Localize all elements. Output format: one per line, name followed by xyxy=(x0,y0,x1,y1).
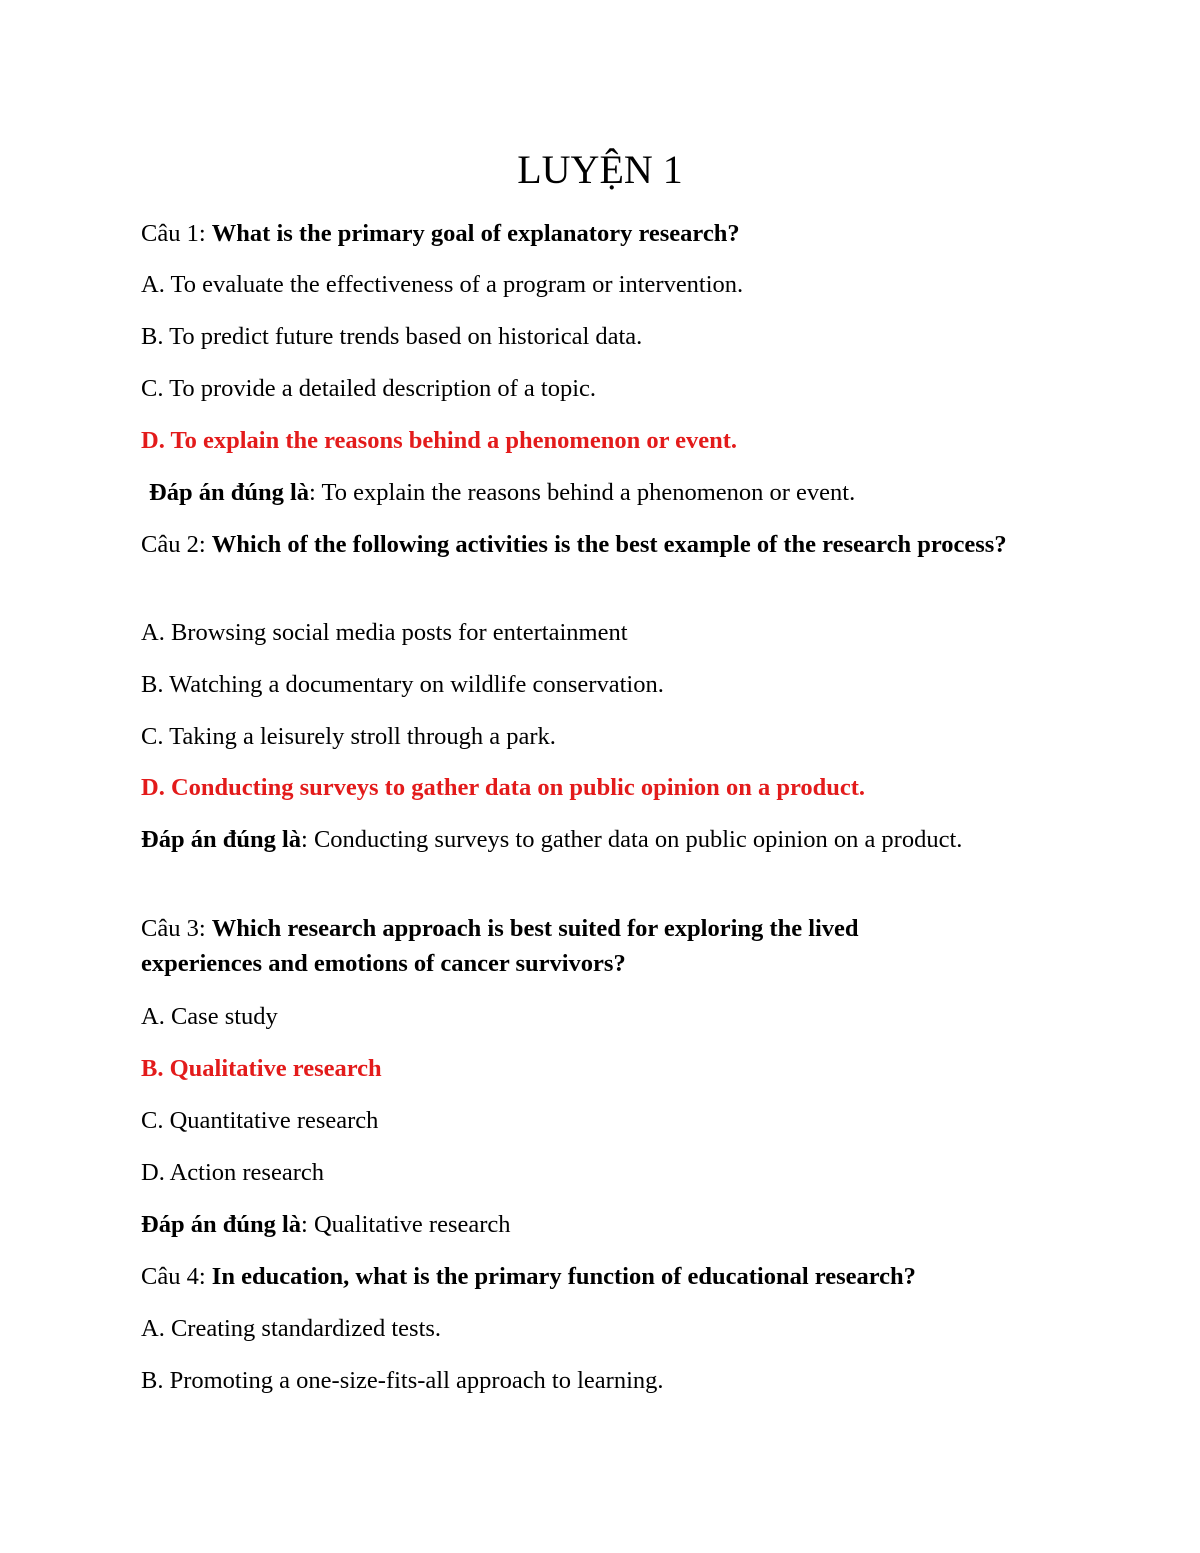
question-4-label: Câu 4: xyxy=(141,1263,206,1290)
question-3-option-b-correct: B. Qualitative research xyxy=(141,1055,382,1082)
question-2-answer-text: Conducting surveys to gather data on public opinion on a product. xyxy=(313,826,963,853)
question-4-option-a: A. Creating standardized tests. xyxy=(141,1315,442,1342)
answer-prefix: Đáp án đúng là xyxy=(149,479,310,506)
question-1-option-d-correct: D. To explain the reasons behind a phenomenon or event. xyxy=(141,427,738,454)
question-2-option-b: B. Watching a documentary on wildlife conservation. xyxy=(141,671,664,698)
question-3-label: Câu 3: xyxy=(141,915,206,942)
question-3-option-d: D. Action research xyxy=(141,1159,324,1186)
question-3-answer: Đáp án đúng là: Qualitative research xyxy=(141,1211,511,1238)
question-4 xyxy=(141,1259,1021,1294)
answer-prefix: Đáp án đúng là xyxy=(141,826,302,853)
question-2-answer: Đáp án đúng là: Conducting surveys to gather data on public opinion on a product. xyxy=(141,826,963,853)
question-2 xyxy=(141,527,1021,562)
question-1-label: Câu 1: xyxy=(141,220,206,247)
question-3-text: Which research approach is best suited for exploring the lived experiences and emotions of cancer survivors? xyxy=(141,915,859,977)
question-2-label: Câu 2: xyxy=(141,531,206,558)
question-1 xyxy=(141,216,1021,251)
question-1-option-a: A. To evaluate the effectiveness of a program or intervention. xyxy=(141,271,744,298)
answer-prefix: Đáp án đúng là xyxy=(141,1211,302,1238)
question-1-answer-text: To explain the reasons behind a phenomenon or event. xyxy=(321,479,856,506)
question-3 xyxy=(141,911,961,981)
question-4-option-b: B. Promoting a one-size-fits-all approach to learning. xyxy=(141,1367,664,1394)
question-3-option-a: A. Case study xyxy=(141,1003,278,1030)
question-2-text: Which of the following activities is the best example of the research process? xyxy=(211,531,1007,558)
document-title: LUYỆN 1 xyxy=(517,147,683,192)
question-2-option-c: C. Taking a leisurely stroll through a park. xyxy=(141,723,556,750)
question-3-answer-text: Qualitative research xyxy=(313,1211,511,1238)
question-1-option-c: C. To provide a detailed description of a topic. xyxy=(141,375,597,402)
question-4-text: In education, what is the primary function of educational research? xyxy=(211,1263,916,1290)
question-1-text: What is the primary goal of explanatory research? xyxy=(211,220,740,247)
question-1-option-b: B. To predict future trends based on historical data. xyxy=(141,323,643,350)
question-2-option-d-correct: D. Conducting surveys to gather data on public opinion on a product. xyxy=(141,774,866,801)
question-3-option-c: C. Quantitative research xyxy=(141,1107,379,1134)
question-2-option-a: A. Browsing social media posts for entertainment xyxy=(141,619,628,646)
question-1-answer: Đáp án đúng là: To explain the reasons behind a phenomenon or event. xyxy=(149,479,856,506)
